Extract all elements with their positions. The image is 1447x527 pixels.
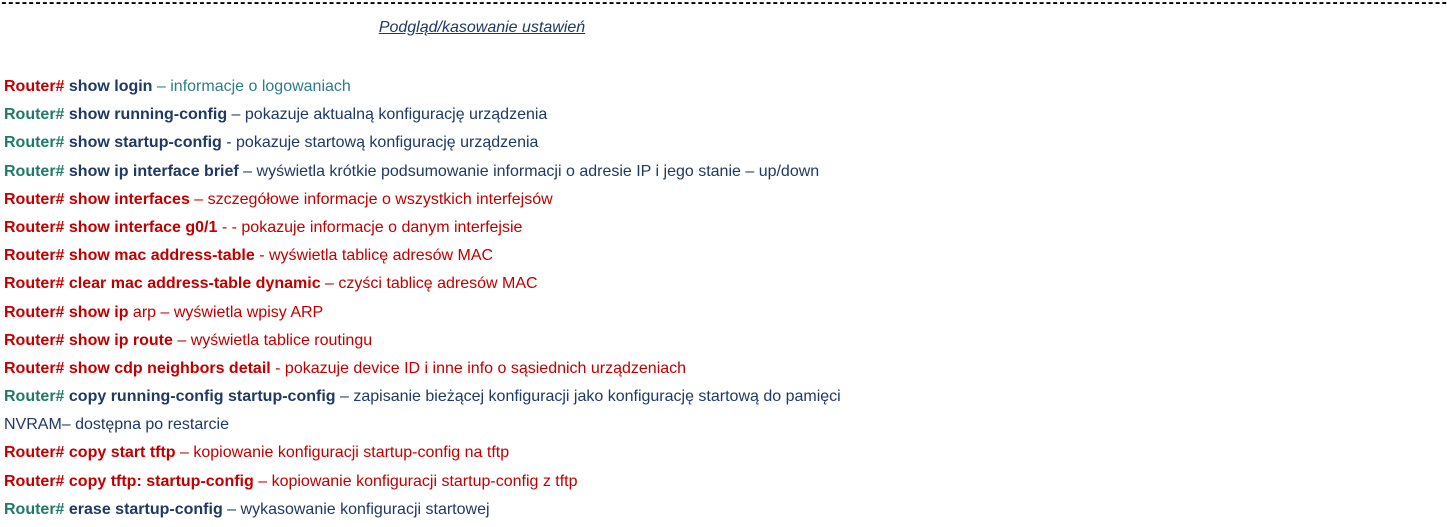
- separator: –: [335, 388, 354, 406]
- description: pokazuje informacje o danym interfejsie: [241, 218, 523, 236]
- prompt: Router#: [4, 218, 65, 236]
- description: zapisanie bieżącej konfiguracji jako konfigurację startową do pamięci: [353, 388, 841, 406]
- command: copy tftp: startup-config: [68, 472, 254, 490]
- separator: –: [227, 106, 245, 124]
- separator: –: [222, 500, 241, 518]
- prompt: Router#: [4, 78, 65, 95]
- description: wyświetla tablice routingu: [190, 331, 373, 349]
- command-line-show-startup-config: [4, 132, 956, 160]
- command-line-clear-mac-address-table: [4, 273, 956, 301]
- description: kopiowanie konfiguracji startup-config na tftp: [193, 444, 510, 462]
- description-continuation: NVRAM– dostępna po restarcie: [4, 416, 229, 434]
- command: erase startup-config: [68, 500, 223, 518]
- description: pokazuje startową konfigurację urządzenia: [236, 134, 539, 152]
- command: show startup-config: [68, 134, 222, 152]
- separator: - -: [217, 218, 242, 236]
- command-line-copy-tftp-startup: [4, 471, 956, 499]
- command: show cdp neighbors detail: [68, 359, 271, 377]
- command-line-show-ip-arp: [4, 302, 956, 330]
- separator: –: [320, 275, 339, 293]
- prompt: Router#: [4, 275, 65, 293]
- separator: –: [175, 444, 194, 462]
- command-line-continuation: [4, 414, 956, 442]
- command-line-copy-running-startup: [4, 386, 956, 414]
- prompt: Router#: [4, 500, 65, 518]
- command-line-show-interface-g01: [4, 217, 956, 245]
- separator: -: [270, 359, 285, 377]
- prompt: Router#: [4, 247, 65, 265]
- command: show login: [68, 78, 153, 95]
- command: show ip interface brief: [68, 162, 239, 180]
- description: arp – wyświetla wpisy ARP: [132, 303, 324, 321]
- description: wyświetla tablicę adresów MAC: [268, 247, 494, 265]
- prompt: Router#: [4, 106, 65, 124]
- separator: –: [172, 331, 191, 349]
- prompt: Router#: [4, 190, 65, 208]
- prompt: Router#: [4, 331, 65, 349]
- command: show running-config: [68, 106, 228, 124]
- command-line-show-cdp-neighbors-detail: [4, 358, 956, 386]
- page-title: Podgląd/kasowanie ustawień: [378, 19, 586, 36]
- command: show ip route: [68, 331, 173, 349]
- description: informacje o logowaniach: [170, 78, 351, 95]
- description: pokazuje aktualną konfigurację urządzenia: [244, 106, 548, 124]
- command: copy running-config startup-config: [68, 388, 336, 406]
- separator: –: [189, 190, 208, 208]
- command-line-erase-startup-config: [4, 499, 956, 527]
- command: show mac address-table: [68, 247, 255, 265]
- prompt: Router#: [4, 388, 65, 406]
- command-line-show-ip-interface-brief: [4, 161, 956, 189]
- prompt: Router#: [4, 444, 65, 462]
- separator: -: [254, 247, 269, 265]
- description: wyświetla krótkie podsumowanie informacji o adresie IP i jego stanie – up/down: [256, 162, 820, 180]
- description: kopiowanie konfiguracji startup-config z tftp: [271, 472, 578, 490]
- prompt: Router#: [4, 134, 65, 152]
- command-line-show-interfaces: [4, 189, 956, 217]
- separator: –: [152, 78, 171, 95]
- description: czyści tablicę adresów MAC: [338, 275, 538, 293]
- command: show interface g0/1: [68, 218, 218, 236]
- command-line-show-ip-route: [4, 330, 956, 358]
- command-line-show-running-config: [4, 104, 956, 132]
- description: szczegółowe informacje o wszystkich interfejsów: [207, 190, 553, 208]
- command: show interfaces: [68, 190, 190, 208]
- command: copy start tftp: [68, 444, 176, 462]
- prompt: Router#: [4, 359, 65, 377]
- command: show ip: [68, 303, 129, 321]
- command-line-show-login: [4, 76, 956, 104]
- command-list: [4, 76, 956, 527]
- prompt: Router#: [4, 303, 65, 321]
- command-line-show-mac-address-table: [4, 245, 956, 273]
- prompt: Router#: [4, 472, 65, 490]
- description: pokazuje device ID i inne info o sąsiednich urządzeniach: [284, 359, 687, 377]
- prompt: Router#: [4, 162, 65, 180]
- separator: -: [221, 134, 237, 152]
- dashed-rule: --------------------------------------------------------------------------------------------------------------------------------------------------------------------------------------------------------------------: [0, 0, 1447, 11]
- command: clear mac address-table dynamic: [68, 275, 321, 293]
- command-line-copy-start-tftp: [4, 442, 956, 470]
- separator: –: [238, 162, 257, 180]
- separator: –: [253, 472, 272, 490]
- description: wykasowanie konfiguracji startowej: [240, 500, 490, 518]
